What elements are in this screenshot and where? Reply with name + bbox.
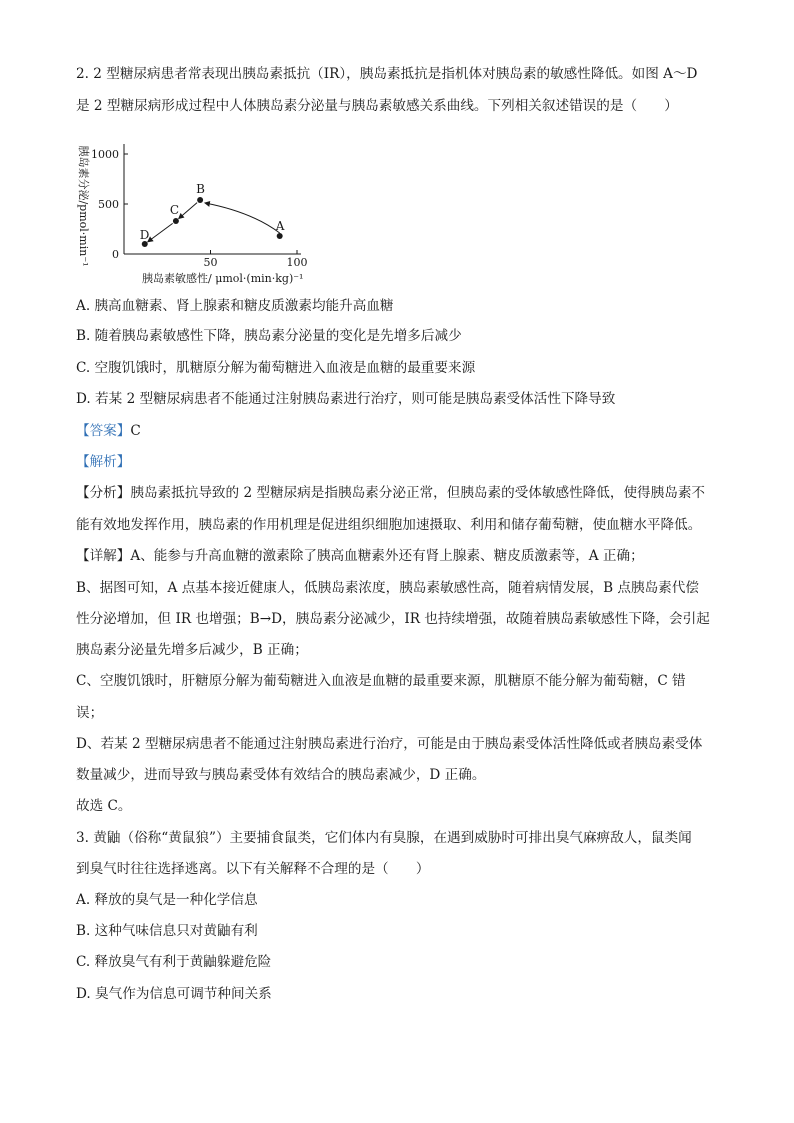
fenxi-tag: 【分析】 (76, 485, 131, 501)
answer-line (76, 421, 141, 441)
point-label-b: B (196, 182, 205, 196)
q3-stem-line2: 到臭气时往往选择逃离。以下有关解释不合理的是（ ） (76, 861, 430, 877)
xiangjie-line1 (76, 546, 644, 566)
explain-b-line1: B、据图可知，A 点基本接近健康人，低胰岛素浓度，胰岛素敏感性高，随着病情发展，B 点胰岛素代偿 (76, 580, 699, 596)
point-a (277, 233, 283, 239)
answer-value: C (130, 423, 141, 439)
q2-option-a: A. 胰高血糖素、肾上腺素和糖皮质激素均能升高血糖 (76, 298, 394, 314)
insulin-chart-svg (60, 128, 320, 288)
point-label-a: A (275, 219, 285, 233)
path-a-to-b (205, 203, 280, 233)
path-b-to-c (179, 203, 197, 219)
explain-b-line2: 性分泌增加，但 IR 也增强；B→D，胰岛素分泌减少，IR 也持续增强，故随着胰岛素敏感性下降，会引起 (76, 611, 710, 627)
xiangjie-tag: 【详解】 (76, 548, 131, 564)
explain-c-line2: 误； (76, 705, 104, 721)
conclusion: 故选 C。 (76, 798, 132, 814)
answer-tag: 【答案】 (76, 423, 131, 439)
y-tick-label: 1000 (91, 148, 119, 161)
q2-stem-line2: 是 2 型糖尿病形成过程中人体胰岛素分泌量与胰岛素敏感关系曲线。下列相关叙述错误的是（ ） (76, 98, 678, 114)
insulin-chart (60, 128, 320, 288)
x-axis-label: 胰岛素敏感性/ μmol·(min·kg)⁻¹ (142, 272, 304, 285)
q2-stem-line1: 2. 2 型糖尿病患者常表现出胰岛素抵抗（IR），胰岛素抵抗是指机体对胰岛素的敏感性降低。如图 A～D (76, 66, 698, 82)
q3-option-c: C. 释放臭气有利于黄鼬躲避危险 (76, 954, 272, 970)
x-tick-label: 100 (286, 256, 308, 269)
q3-option-b: B. 这种气味信息只对黄鼬有利 (76, 923, 258, 939)
q3-option-a: A. 释放的臭气是一种化学信息 (76, 892, 258, 908)
q3-stem-line1: 3. 黄鼬（俗称“黄鼠狼”）主要捕食鼠类，它们体内有臭腺，在遇到威胁时可排出臭气麻痹敌人，鼠类闻 (76, 830, 692, 846)
fenxi-line2: 能有效地发挥作用，胰岛素的作用机理是促进组织细胞加速摄取、利用和储存葡萄糖，使血糖水平降低。 (76, 517, 702, 533)
explain-d-line2: 数量减少，进而导致与胰岛素受体有效结合的胰岛素减少，D 正确。 (76, 767, 486, 783)
analysis-tag: 【解析】 (76, 454, 131, 470)
fenxi-text1: 胰岛素抵抗导致的 2 型糖尿病是指胰岛素分泌正常，但胰岛素的受体敏感性降低，使得胰岛素不 (130, 485, 706, 501)
point-label-d: D (139, 228, 150, 242)
point-label-c: C (169, 203, 180, 217)
analysis-heading (76, 452, 130, 472)
explain-d-line1: D、若某 2 型糖尿病患者不能通过注射胰岛素进行治疗，可能是由于胰岛素受体活性降低或者胰岛素受体 (76, 736, 703, 752)
path-c-to-d (148, 223, 173, 241)
explain-c-line1: C、空腹饥饿时，肝糖原分解为葡萄糖进入血液是血糖的最重要来源，肌糖原不能分解为葡萄糖，C 错 (76, 673, 686, 689)
fenxi-line1 (76, 483, 705, 503)
x-tick-label: 50 (203, 256, 218, 269)
y-tick-label: 0 (112, 248, 119, 261)
xiangjie-text1: A、能参与升高血糖的激素除了胰高血糖素外还有肾上腺素、糖皮质激素等，A 正确； (130, 548, 644, 564)
y-axis-label: 胰岛素分泌/pmol·min⁻¹ (77, 145, 90, 267)
q2-option-d: D. 若某 2 型糖尿病患者不能通过注射胰岛素进行治疗，则可能是胰岛素受体活性下降导致 (76, 391, 616, 407)
point-b (197, 197, 203, 203)
q2-option-c: C. 空腹饥饿时，肌糖原分解为葡萄糖进入血液是血糖的最重要来源 (76, 360, 476, 376)
explain-b-line3: 胰岛素分泌量先增多后减少，B 正确； (76, 642, 308, 658)
point-c (173, 218, 179, 224)
q3-option-d: D. 臭气作为信息可调节种间关系 (76, 986, 272, 1002)
q2-option-b: B. 随着胰岛素敏感性下降，胰岛素分泌量的变化是先增多后减少 (76, 328, 462, 344)
y-tick-label: 500 (98, 198, 119, 211)
